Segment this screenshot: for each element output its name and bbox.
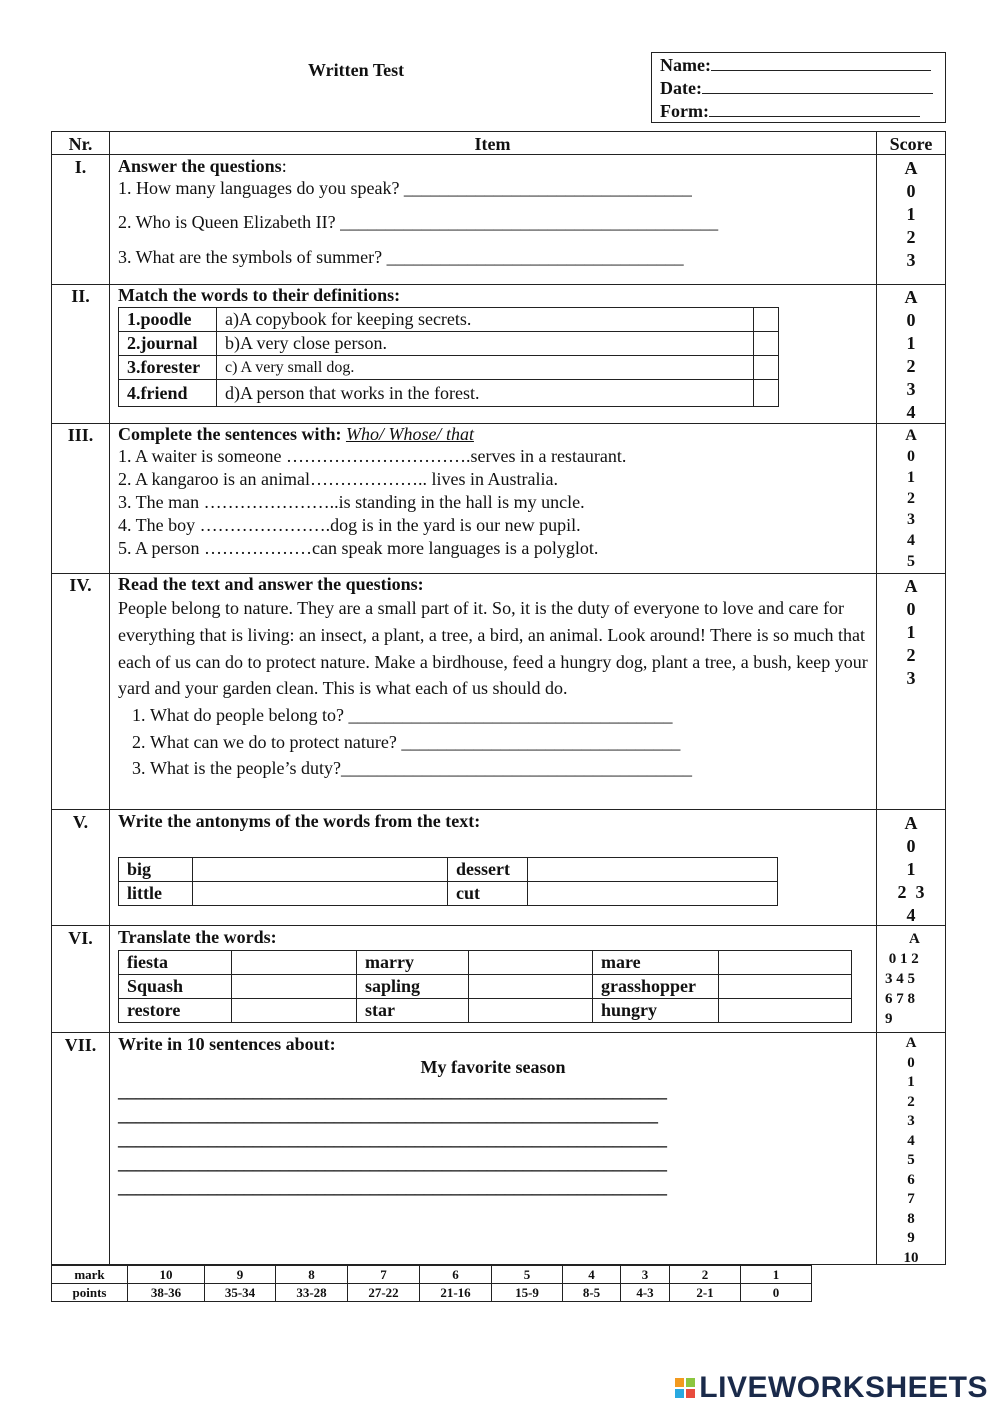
points-cell: 15-9 [492, 1284, 563, 1302]
score-option[interactable]: 1 [907, 469, 915, 486]
name-field[interactable] [711, 54, 931, 71]
form-label: Form: [660, 101, 709, 121]
mark-cell: 4 [563, 1266, 621, 1284]
match-definition: a)A copybook for keeping secrets. [217, 308, 754, 332]
score-option[interactable]: 0 [906, 836, 916, 856]
points-cell: 8-5 [563, 1284, 621, 1302]
student-info-box [651, 52, 946, 123]
score-options [877, 286, 945, 424]
translate-answer[interactable] [469, 951, 593, 975]
score-option[interactable]: 5 [907, 553, 915, 570]
score-option[interactable]: 9 [907, 1230, 915, 1246]
match-word: 2.journal [119, 332, 217, 356]
score-option[interactable]: 1 [906, 204, 916, 224]
score-option[interactable]: A [904, 287, 918, 307]
translate-table [118, 950, 852, 1023]
match-word: 4.friend [119, 380, 217, 407]
points-cell: 4-3 [621, 1284, 670, 1302]
mark-cell: 5 [492, 1266, 563, 1284]
col-divider [109, 132, 110, 1264]
match-definition: c) A very small dog. [217, 356, 754, 380]
score-option[interactable]: 3 4 5 [885, 971, 915, 987]
sentence[interactable]: 2. A kangaroo is an animal……………….. lives in Australia. [118, 469, 558, 489]
form-field[interactable] [709, 100, 920, 117]
date-line [660, 77, 937, 100]
translate-answer[interactable] [469, 975, 593, 999]
sentence[interactable]: 4. The boy ………………….dog is in the yard is our new pupil. [118, 515, 581, 535]
section-1 [118, 156, 718, 270]
points-cell: 0 [741, 1284, 812, 1302]
score-option[interactable]: 0 [906, 310, 916, 330]
translate-word: mare [593, 951, 719, 975]
score-options [877, 157, 945, 272]
points-cell: 2-1 [670, 1284, 741, 1302]
score-option[interactable]: 9 [885, 1011, 893, 1027]
antonym-answer[interactable] [528, 882, 778, 906]
score-option[interactable]: 2 [906, 227, 916, 247]
section-title: Answer the questions [118, 156, 282, 176]
score-option[interactable]: 3 [906, 668, 916, 688]
question[interactable]: 1. How many languages do you speak? ________________________________ [118, 178, 692, 198]
mark-row [52, 1266, 812, 1284]
score-option[interactable]: A [904, 813, 918, 833]
question[interactable]: 3. What is the people’s duty?_______________________________________ [150, 755, 868, 782]
score-option[interactable]: 1 [906, 622, 916, 642]
table-row [119, 882, 778, 906]
score-option[interactable]: 2 3 [897, 882, 925, 902]
section-3 [118, 424, 626, 560]
section-title: Read the text and answer the questions: [118, 574, 424, 594]
match-answer-cell[interactable] [754, 356, 779, 380]
score-option[interactable]: 3 [907, 511, 915, 528]
score-option[interactable]: 1 [907, 1074, 915, 1090]
translate-word: sapling [357, 975, 469, 999]
test-table [51, 131, 946, 1265]
mark-cell: 8 [276, 1266, 348, 1284]
score-options [877, 929, 945, 1029]
points-cell: 21-16 [420, 1284, 492, 1302]
score-option[interactable]: A [904, 158, 918, 178]
score-option[interactable]: A [905, 1035, 917, 1051]
table-row [119, 332, 779, 356]
section-number: IV. [69, 575, 92, 595]
table-row [119, 308, 779, 332]
translate-answer[interactable] [469, 999, 593, 1023]
translate-word: marry [357, 951, 469, 975]
mark-label: mark [52, 1266, 128, 1284]
row-divider [52, 1032, 945, 1033]
date-field[interactable] [702, 77, 933, 94]
translate-word: star [357, 999, 469, 1023]
score-option[interactable]: 6 7 8 [885, 991, 915, 1007]
header-item: Item [474, 134, 511, 154]
score-options [877, 1034, 945, 1268]
points-cell: 27-22 [348, 1284, 420, 1302]
question-list [118, 702, 868, 782]
writing-line[interactable]: ____________________________________________________________ [118, 1105, 658, 1125]
match-answer-cell[interactable] [754, 380, 779, 407]
question[interactable]: 2. What can we do to protect nature? _______________________________ [150, 729, 868, 756]
test-title: Written Test [308, 60, 405, 80]
section-number: I. [74, 157, 87, 177]
table-row [119, 999, 852, 1023]
section-title: Complete the sentences with: [118, 424, 346, 444]
header-nr: Nr. [68, 134, 93, 154]
table-row [119, 356, 779, 380]
mark-cell: 10 [128, 1266, 205, 1284]
score-option[interactable]: 2 [906, 356, 916, 376]
sentence[interactable]: 3. The man …………………..is standing in the hall is my uncle. [118, 492, 585, 512]
writing-line[interactable]: _____________________________________________________________ [118, 1129, 667, 1149]
translate-word: hungry [593, 999, 719, 1023]
sentence[interactable]: 5. A person ………………can speak more languages is a polyglot. [118, 538, 599, 558]
title-words: Who/ Whose/ that [345, 424, 474, 444]
antonym-word: little [119, 882, 193, 906]
score-option[interactable]: 2 [907, 490, 915, 507]
score-option[interactable]: 3 [906, 250, 916, 270]
score-option[interactable]: A [909, 931, 920, 947]
question[interactable]: 3. What are the symbols of summer? _________________________________ [118, 247, 684, 267]
row-divider [52, 925, 945, 926]
title-suffix: : [281, 156, 287, 176]
translate-word: grasshopper [593, 975, 719, 999]
points-cell: 33-28 [276, 1284, 348, 1302]
table-row [119, 975, 852, 999]
score-option[interactable]: 4 [906, 402, 916, 422]
writing-line[interactable]: _____________________________________________________________ [118, 1081, 667, 1101]
translate-answer[interactable] [232, 999, 357, 1023]
score-option[interactable]: 0 [907, 448, 915, 465]
match-definition: d)A person that works in the forest. [217, 380, 754, 407]
table-row [119, 951, 852, 975]
antonym-answer[interactable] [193, 882, 448, 906]
translate-answer[interactable] [232, 951, 357, 975]
mark-cell: 3 [621, 1266, 670, 1284]
points-row [52, 1284, 812, 1302]
score-option[interactable]: A [905, 427, 917, 444]
name-label: Name: [660, 55, 711, 75]
score-option[interactable]: 7 [907, 1191, 915, 1207]
logo-text: LIVEWORKSHEETS [699, 1371, 988, 1404]
section-number: II. [71, 286, 90, 306]
score-option[interactable]: 0 [907, 1054, 915, 1071]
score-option[interactable]: 10 [903, 1249, 919, 1266]
score-options [877, 812, 945, 927]
match-word: 1.poodle [119, 308, 217, 332]
antonym-answer[interactable] [193, 858, 448, 882]
section-title: Write the antonyms of the words from the text: [118, 811, 481, 831]
section-7 [118, 1034, 868, 1199]
match-answer-cell[interactable] [754, 308, 779, 332]
logo-icon [675, 1378, 695, 1398]
section-title: Translate the words: [118, 927, 277, 947]
table-row [119, 380, 779, 407]
translate-word: fiesta [119, 951, 232, 975]
antonyms-table [118, 857, 778, 906]
translate-answer[interactable] [719, 951, 852, 975]
section-number: VII. [64, 1035, 97, 1055]
table-row [119, 858, 778, 882]
section-number: III. [67, 425, 94, 445]
translate-word: Squash [119, 975, 232, 999]
points-cell: 38-36 [128, 1284, 205, 1302]
antonym-word: dessert [448, 858, 528, 882]
score-option[interactable]: 3 [907, 1113, 915, 1129]
mark-cell: 9 [205, 1266, 276, 1284]
points-label: points [52, 1284, 128, 1302]
antonym-word: cut [448, 882, 528, 906]
section-title: Write in 10 sentences about: [118, 1034, 336, 1054]
score-option[interactable]: A [904, 576, 918, 596]
name-line [660, 54, 937, 77]
grading-scale [51, 1265, 812, 1302]
mark-cell: 7 [348, 1266, 420, 1284]
score-option[interactable]: 2 [906, 645, 916, 665]
translate-answer[interactable] [719, 999, 852, 1023]
translate-answer[interactable] [232, 975, 357, 999]
match-definition: b)A very close person. [217, 332, 754, 356]
score-option[interactable]: 4 [906, 905, 916, 925]
section-2 [118, 285, 400, 306]
translate-word: restore [119, 999, 232, 1023]
section-4 [118, 574, 868, 782]
score-option[interactable]: 8 [907, 1210, 915, 1227]
score-option[interactable]: 1 [906, 859, 916, 879]
score-option[interactable]: 4 [907, 532, 915, 549]
mark-cell: 1 [741, 1266, 812, 1284]
match-answer-cell[interactable] [754, 332, 779, 356]
antonym-word: big [119, 858, 193, 882]
score-option[interactable]: 5 [907, 1152, 915, 1168]
score-option[interactable]: 3 [906, 379, 916, 399]
section-number: VI. [68, 928, 93, 948]
mark-cell: 2 [670, 1266, 741, 1284]
row-divider [52, 809, 945, 810]
section-title: Match the words to their definitions: [118, 285, 401, 305]
score-option[interactable]: 1 [906, 333, 916, 353]
sentence[interactable]: 1. A waiter is someone ………………………….serves in a restaurant. [118, 446, 627, 466]
date-label: Date: [660, 78, 702, 98]
translate-answer[interactable] [719, 975, 852, 999]
score-option[interactable]: 4 [907, 1132, 915, 1149]
section-6 [118, 927, 277, 948]
writing-line[interactable]: _____________________________________________________________ [118, 1177, 667, 1197]
score-option[interactable]: 2 [907, 1093, 915, 1110]
header-score: Score [889, 134, 933, 154]
mark-cell: 6 [420, 1266, 492, 1284]
score-options [877, 575, 945, 690]
liveworksheets-logo [675, 1371, 988, 1405]
form-line [660, 100, 937, 123]
essay-topic: My favorite season [420, 1057, 566, 1077]
question[interactable]: 2. Who is Queen Elizabeth II? __________________________________________ [118, 212, 719, 232]
score-options [877, 425, 945, 572]
score-option[interactable]: 0 [906, 181, 916, 201]
points-cell: 35-34 [205, 1284, 276, 1302]
reading-text: People belong to nature. They are a small part of it. So, it is the duty of everyone to love and care for everything that is living: an insect, a plant, a tree, a bird, an animal. Look around! There is so much that each of us can do to protect nature. Make a birdhouse, feed a hungry dog, plant a tree, a bush, keep your yard and your garden clean. This is what each of us should do. [118, 598, 868, 699]
section-number: V. [72, 812, 89, 832]
score-option[interactable]: 6 [907, 1171, 915, 1188]
match-word: 3.forester [119, 356, 217, 380]
score-option[interactable]: 0 [906, 599, 916, 619]
score-option[interactable]: 0 1 2 [885, 951, 919, 967]
writing-line[interactable]: _____________________________________________________________ [118, 1153, 667, 1173]
question[interactable]: 1. What do people belong to? ____________________________________ [150, 702, 868, 729]
section-5 [118, 811, 480, 832]
antonym-answer[interactable] [528, 858, 778, 882]
match-table [118, 307, 779, 407]
